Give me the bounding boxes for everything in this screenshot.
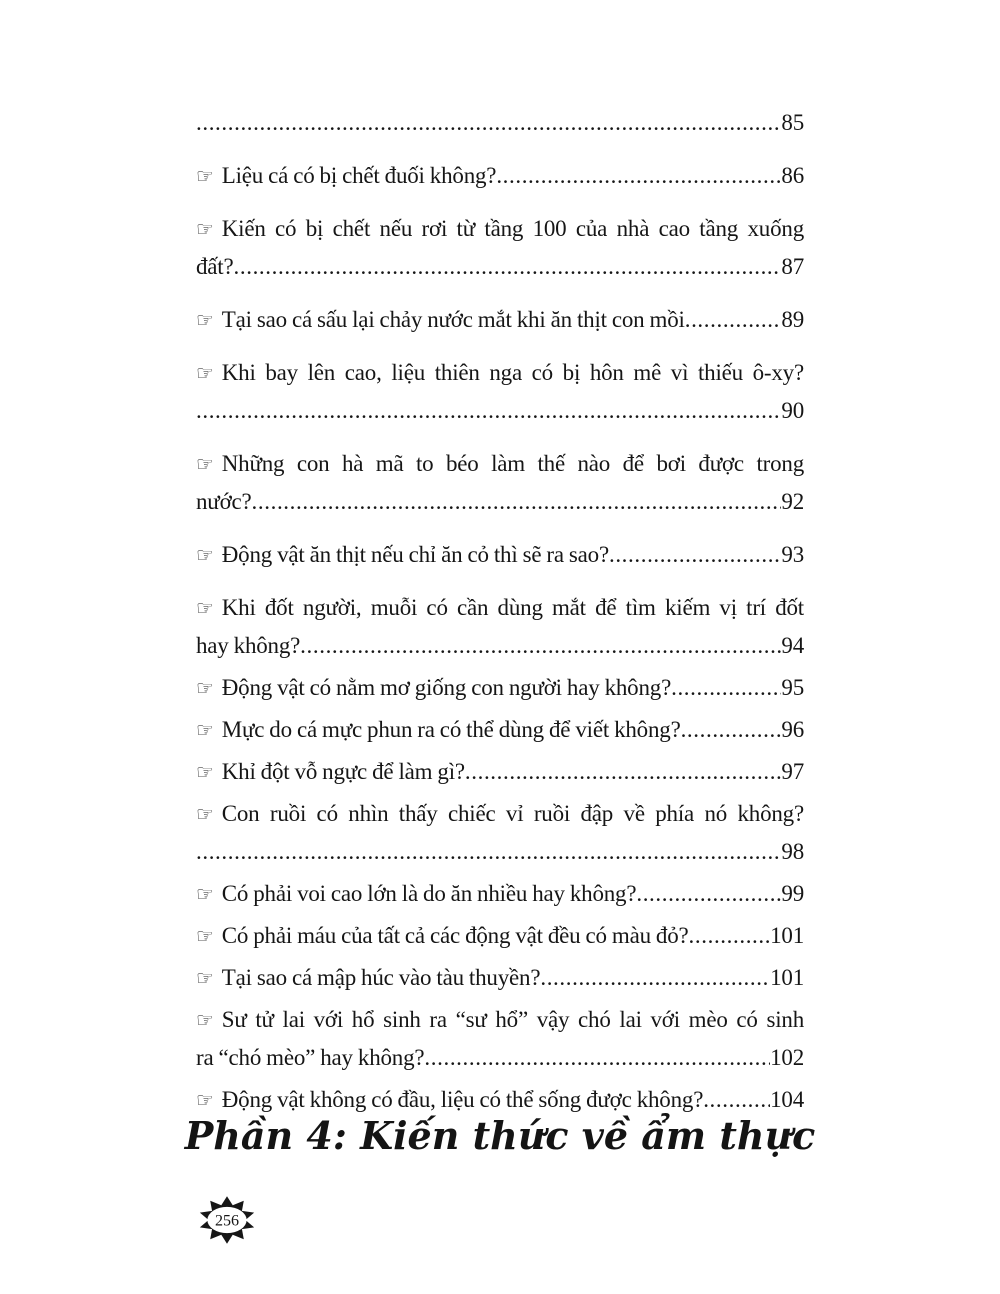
toc-page-number: 97: [781, 759, 804, 784]
pointing-hand-icon: ☞: [196, 802, 214, 826]
dot-leader: [685, 301, 782, 339]
toc-entry-line: [196, 354, 804, 392]
toc-entry: [196, 536, 804, 574]
toc-page-number: 102: [770, 1045, 804, 1070]
pointing-hand-icon: ☞: [196, 164, 214, 188]
toc-entry-line: [196, 795, 804, 833]
dot-leader: [681, 711, 782, 749]
toc-entry-line: [196, 104, 804, 142]
dot-leader: [465, 753, 781, 791]
toc-page-number: 86: [781, 163, 804, 188]
dot-leader: [636, 875, 781, 913]
dot-leader: [496, 157, 781, 195]
toc-page-number: 104: [770, 1087, 804, 1112]
toc-entry: [196, 711, 804, 749]
toc-entry-title: Động vật ăn thịt nếu chỉ ăn cỏ thì sẽ ra sao?: [221, 542, 609, 567]
toc-entry-title: Sư tử lai với hổ sinh ra “sư hổ” vậy chó lai với mèo có sinh: [221, 1007, 804, 1032]
pointing-hand-icon: ☞: [196, 543, 214, 567]
dot-leader: [671, 669, 781, 707]
pointing-hand-icon: ☞: [196, 718, 214, 742]
toc-entry-line: [196, 669, 804, 707]
toc-entry-title: ra “chó mèo” hay không?: [196, 1045, 425, 1070]
toc-entry-line: [196, 589, 804, 627]
toc-entry-line: [196, 1039, 804, 1077]
dot-leader: [234, 248, 782, 286]
pointing-hand-icon: ☞: [196, 924, 214, 948]
starburst-icon: [197, 1195, 257, 1245]
toc-entry-title: Động vật không có đầu, liệu có thể sống được không?: [221, 1087, 704, 1112]
toc-entry-title: Có phải voi cao lớn là do ăn nhiều hay không?: [221, 881, 637, 906]
toc-page-number: 92: [781, 489, 804, 514]
toc-entry: [196, 917, 804, 955]
pointing-hand-icon: ☞: [196, 676, 214, 700]
dot-leader: [689, 917, 771, 955]
pointing-hand-icon: ☞: [196, 217, 214, 241]
toc-entry-line: [196, 445, 804, 483]
toc-entry-line: [196, 917, 804, 955]
toc-page-number: 95: [781, 675, 804, 700]
toc-page-number: 85: [781, 110, 804, 135]
toc-page-number: 93: [781, 542, 804, 567]
toc-entry-title: Có phải máu của tất cả các động vật đều có màu đỏ?: [221, 923, 689, 948]
toc-entry: [196, 875, 804, 913]
toc-entry-line: [196, 753, 804, 791]
toc-page-number: 89: [781, 307, 804, 332]
toc-entry-title: Những con hà mã to béo làm thế nào để bơi được trong: [221, 451, 804, 476]
toc-entry-title: Tại sao cá sấu lại chảy nước mắt khi ăn thịt con mồi: [221, 307, 685, 332]
pointing-hand-icon: ☞: [196, 1008, 214, 1032]
pointing-hand-icon: ☞: [196, 361, 214, 385]
pointing-hand-icon: ☞: [196, 308, 214, 332]
toc-entry: [196, 354, 804, 430]
toc-entry-line: [196, 483, 804, 521]
pointing-hand-icon: ☞: [196, 1088, 214, 1112]
toc-entry: [196, 1001, 804, 1077]
toc-entry: [196, 753, 804, 791]
toc-entry-title: Khi bay lên cao, liệu thiên nga có bị hôn mê vì thiếu ô-xy?: [221, 360, 804, 385]
toc-page-number: 101: [770, 923, 804, 948]
toc-entry: [196, 445, 804, 521]
toc-page-number: 101: [770, 965, 804, 990]
toc-page-number: 87: [781, 254, 804, 279]
pointing-hand-icon: ☞: [196, 452, 214, 476]
toc-page-number: 99: [781, 881, 804, 906]
toc-entry: [196, 157, 804, 195]
toc-entry-line: [196, 711, 804, 749]
toc-entry: [196, 959, 804, 997]
page-number: 256: [214, 1212, 240, 1230]
toc-page-number: 98: [781, 839, 804, 864]
toc-page-number: 94: [781, 633, 804, 658]
toc-entry-title: nước?: [196, 489, 252, 514]
toc-entry-line: [196, 959, 804, 997]
toc-entry: [196, 589, 804, 665]
toc-entry-line: [196, 392, 804, 430]
toc-entry-line: [196, 1001, 804, 1039]
toc-entry-line: [196, 536, 804, 574]
toc-entry-title: Con ruồi có nhìn thấy chiếc vỉ ruồi đập về phía nó không?: [221, 801, 804, 826]
dot-leader: [252, 483, 782, 521]
toc-entry-title: đất?: [196, 254, 234, 279]
toc-entry-line: [196, 210, 804, 248]
pointing-hand-icon: ☞: [196, 882, 214, 906]
toc-entry-title: Kiến có bị chết nếu rơi từ tầng 100 của nhà cao tầng xuống: [221, 216, 804, 241]
page-number-badge: [197, 1195, 257, 1245]
toc-page-number: 90: [781, 398, 804, 423]
toc-entry-title: Mực do cá mực phun ra có thể dùng để viết không?: [221, 717, 681, 742]
section-heading: Phần 4: Kiến thức về ẩm thực: [184, 1113, 816, 1158]
toc-entry-line: [196, 301, 804, 339]
dot-leader: [196, 392, 781, 430]
pointing-hand-icon: ☞: [196, 966, 214, 990]
dot-leader: [424, 1039, 770, 1077]
dot-leader: [196, 104, 781, 142]
pointing-hand-icon: ☞: [196, 596, 214, 620]
toc-entry-title: Khỉ đột vỗ ngực để làm gì?: [221, 759, 465, 784]
toc-entry-line: [196, 627, 804, 665]
toc-entry-title: hay không?: [196, 633, 301, 658]
toc-entry: [196, 104, 804, 142]
dot-leader: [300, 627, 781, 665]
toc-entry-line: [196, 248, 804, 286]
toc-entry-title: Khi đốt người, muỗi có cần dùng mắt để tìm kiếm vị trí đốt: [221, 595, 804, 620]
toc-entry-title: Liệu cá có bị chết đuối không?: [221, 163, 497, 188]
dot-leader: [196, 833, 781, 871]
toc-entry-line: [196, 875, 804, 913]
toc-entry: [196, 301, 804, 339]
pointing-hand-icon: ☞: [196, 760, 214, 784]
toc-entry-line: [196, 833, 804, 871]
toc-page-number: 96: [781, 717, 804, 742]
toc-entry: [196, 795, 804, 871]
dot-leader: [540, 959, 770, 997]
toc-entry: [196, 669, 804, 707]
toc-entry: [196, 210, 804, 286]
toc-entry-line: [196, 157, 804, 195]
toc-entry-title: Tại sao cá mập húc vào tàu thuyền?: [221, 965, 541, 990]
table-of-contents: [196, 104, 804, 1119]
dot-leader: [609, 536, 781, 574]
toc-entry-title: Động vật có nằm mơ giống con người hay không?: [221, 675, 672, 700]
